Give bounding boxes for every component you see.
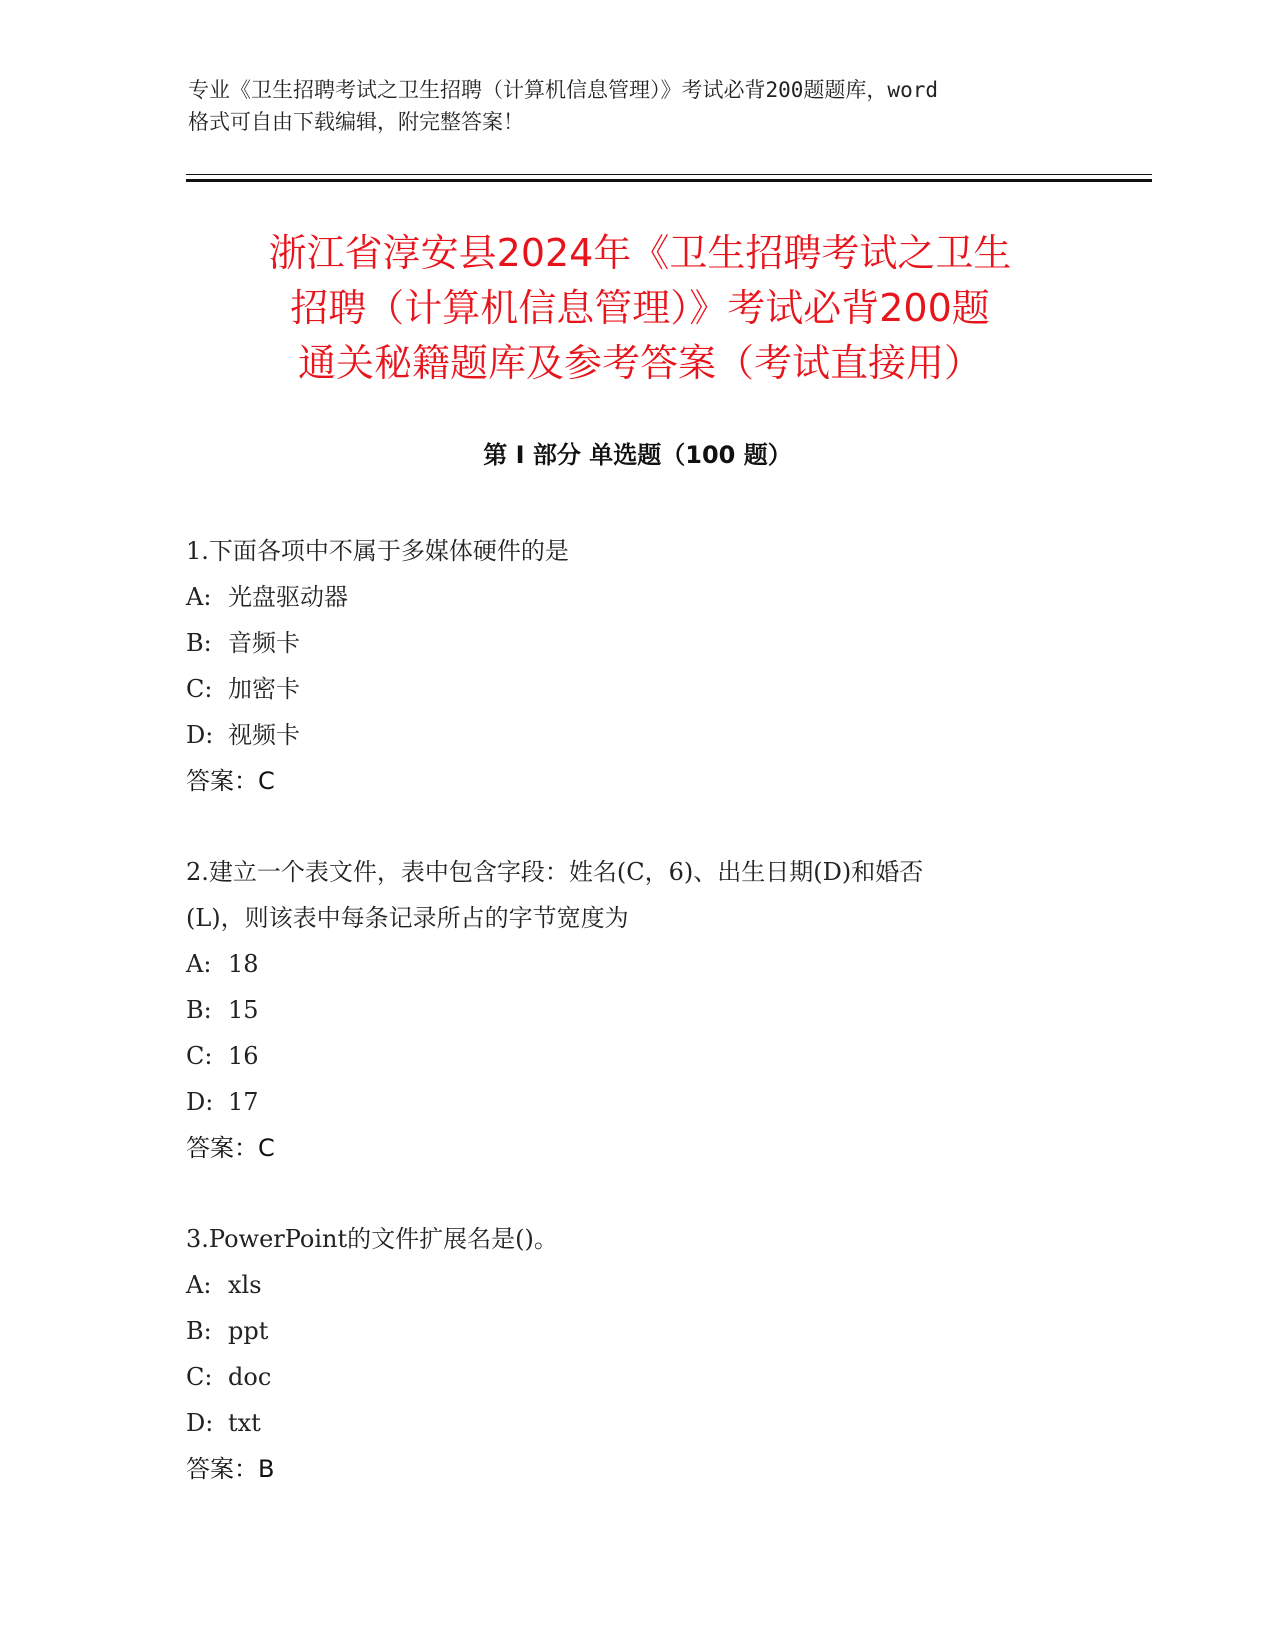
option-text: ppt	[228, 1317, 269, 1345]
option-letter: A:	[186, 583, 212, 611]
option-letter: B:	[186, 996, 212, 1024]
option-c	[186, 1033, 1086, 1079]
option-text: 15	[228, 996, 259, 1024]
option-letter: D:	[186, 1409, 214, 1437]
question-list	[186, 528, 1086, 1537]
option-letter: B:	[186, 629, 212, 657]
option-text: txt	[228, 1409, 261, 1437]
question-stem: 2.建立一个表文件，表中包含字段：姓名(C，6)、出生日期(D)和婚否	[186, 858, 924, 886]
option-letter: C:	[186, 675, 213, 703]
question-stem: 3.PowerPoint的文件扩展名是()。	[186, 1225, 558, 1253]
option-text: 加密卡	[228, 675, 300, 703]
option-letter: A:	[186, 1271, 212, 1299]
question-2	[186, 849, 1086, 1171]
option-a	[186, 1262, 1086, 1308]
option-letter: C:	[186, 1042, 213, 1070]
option-d	[186, 1400, 1086, 1446]
section-heading: 第 I 部分 单选题（100 题）	[483, 441, 792, 469]
option-a	[186, 574, 1086, 620]
header-note-line-2: 格式可自由下载编辑，附完整答案！	[188, 110, 524, 134]
option-text: 视频卡	[228, 721, 300, 749]
option-c	[186, 1354, 1086, 1400]
title-line-1: 浙江省淳安县2024年《卫生招聘考试之卫生	[268, 231, 1012, 275]
question-stem-continued: (L)，则该表中每条记录所占的字节宽度为	[186, 904, 629, 932]
option-text: 光盘驱动器	[228, 583, 348, 611]
header-divider-thick	[186, 179, 1152, 182]
option-d	[186, 712, 1086, 758]
answer-line: 答案：B	[186, 1455, 275, 1483]
option-letter: A:	[186, 950, 212, 978]
option-text: 16	[228, 1042, 259, 1070]
question-3	[186, 1216, 1086, 1492]
header-note-line-1: 专业《卫生招聘考试之卫生招聘（计算机信息管理）》考试必背200题题库，word	[188, 78, 938, 102]
option-text: 音频卡	[228, 629, 300, 657]
option-text: xls	[228, 1271, 262, 1299]
title-line-3: 通关秘籍题库及参考答案（考试直接用）	[297, 341, 982, 385]
option-a	[186, 941, 1086, 987]
option-letter: C:	[186, 1363, 213, 1391]
option-text: 18	[228, 950, 259, 978]
option-d	[186, 1079, 1086, 1125]
answer-line: 答案：C	[186, 1134, 275, 1162]
option-b	[186, 987, 1086, 1033]
option-text: 17	[228, 1088, 259, 1116]
option-c	[186, 666, 1086, 712]
option-letter: D:	[186, 721, 214, 749]
question-stem: 1.下面各项中不属于多媒体硬件的是	[186, 537, 569, 565]
header-divider-thin	[186, 174, 1152, 175]
option-b	[186, 620, 1086, 666]
document-title	[130, 226, 1150, 391]
option-letter: B:	[186, 1317, 212, 1345]
option-b	[186, 1308, 1086, 1354]
question-1	[186, 528, 1086, 804]
option-text: doc	[228, 1363, 272, 1391]
title-line-2: 招聘（计算机信息管理）》考试必背200题	[290, 286, 990, 330]
header-note	[188, 74, 1088, 138]
answer-line: 答案：C	[186, 767, 275, 795]
option-letter: D:	[186, 1088, 214, 1116]
